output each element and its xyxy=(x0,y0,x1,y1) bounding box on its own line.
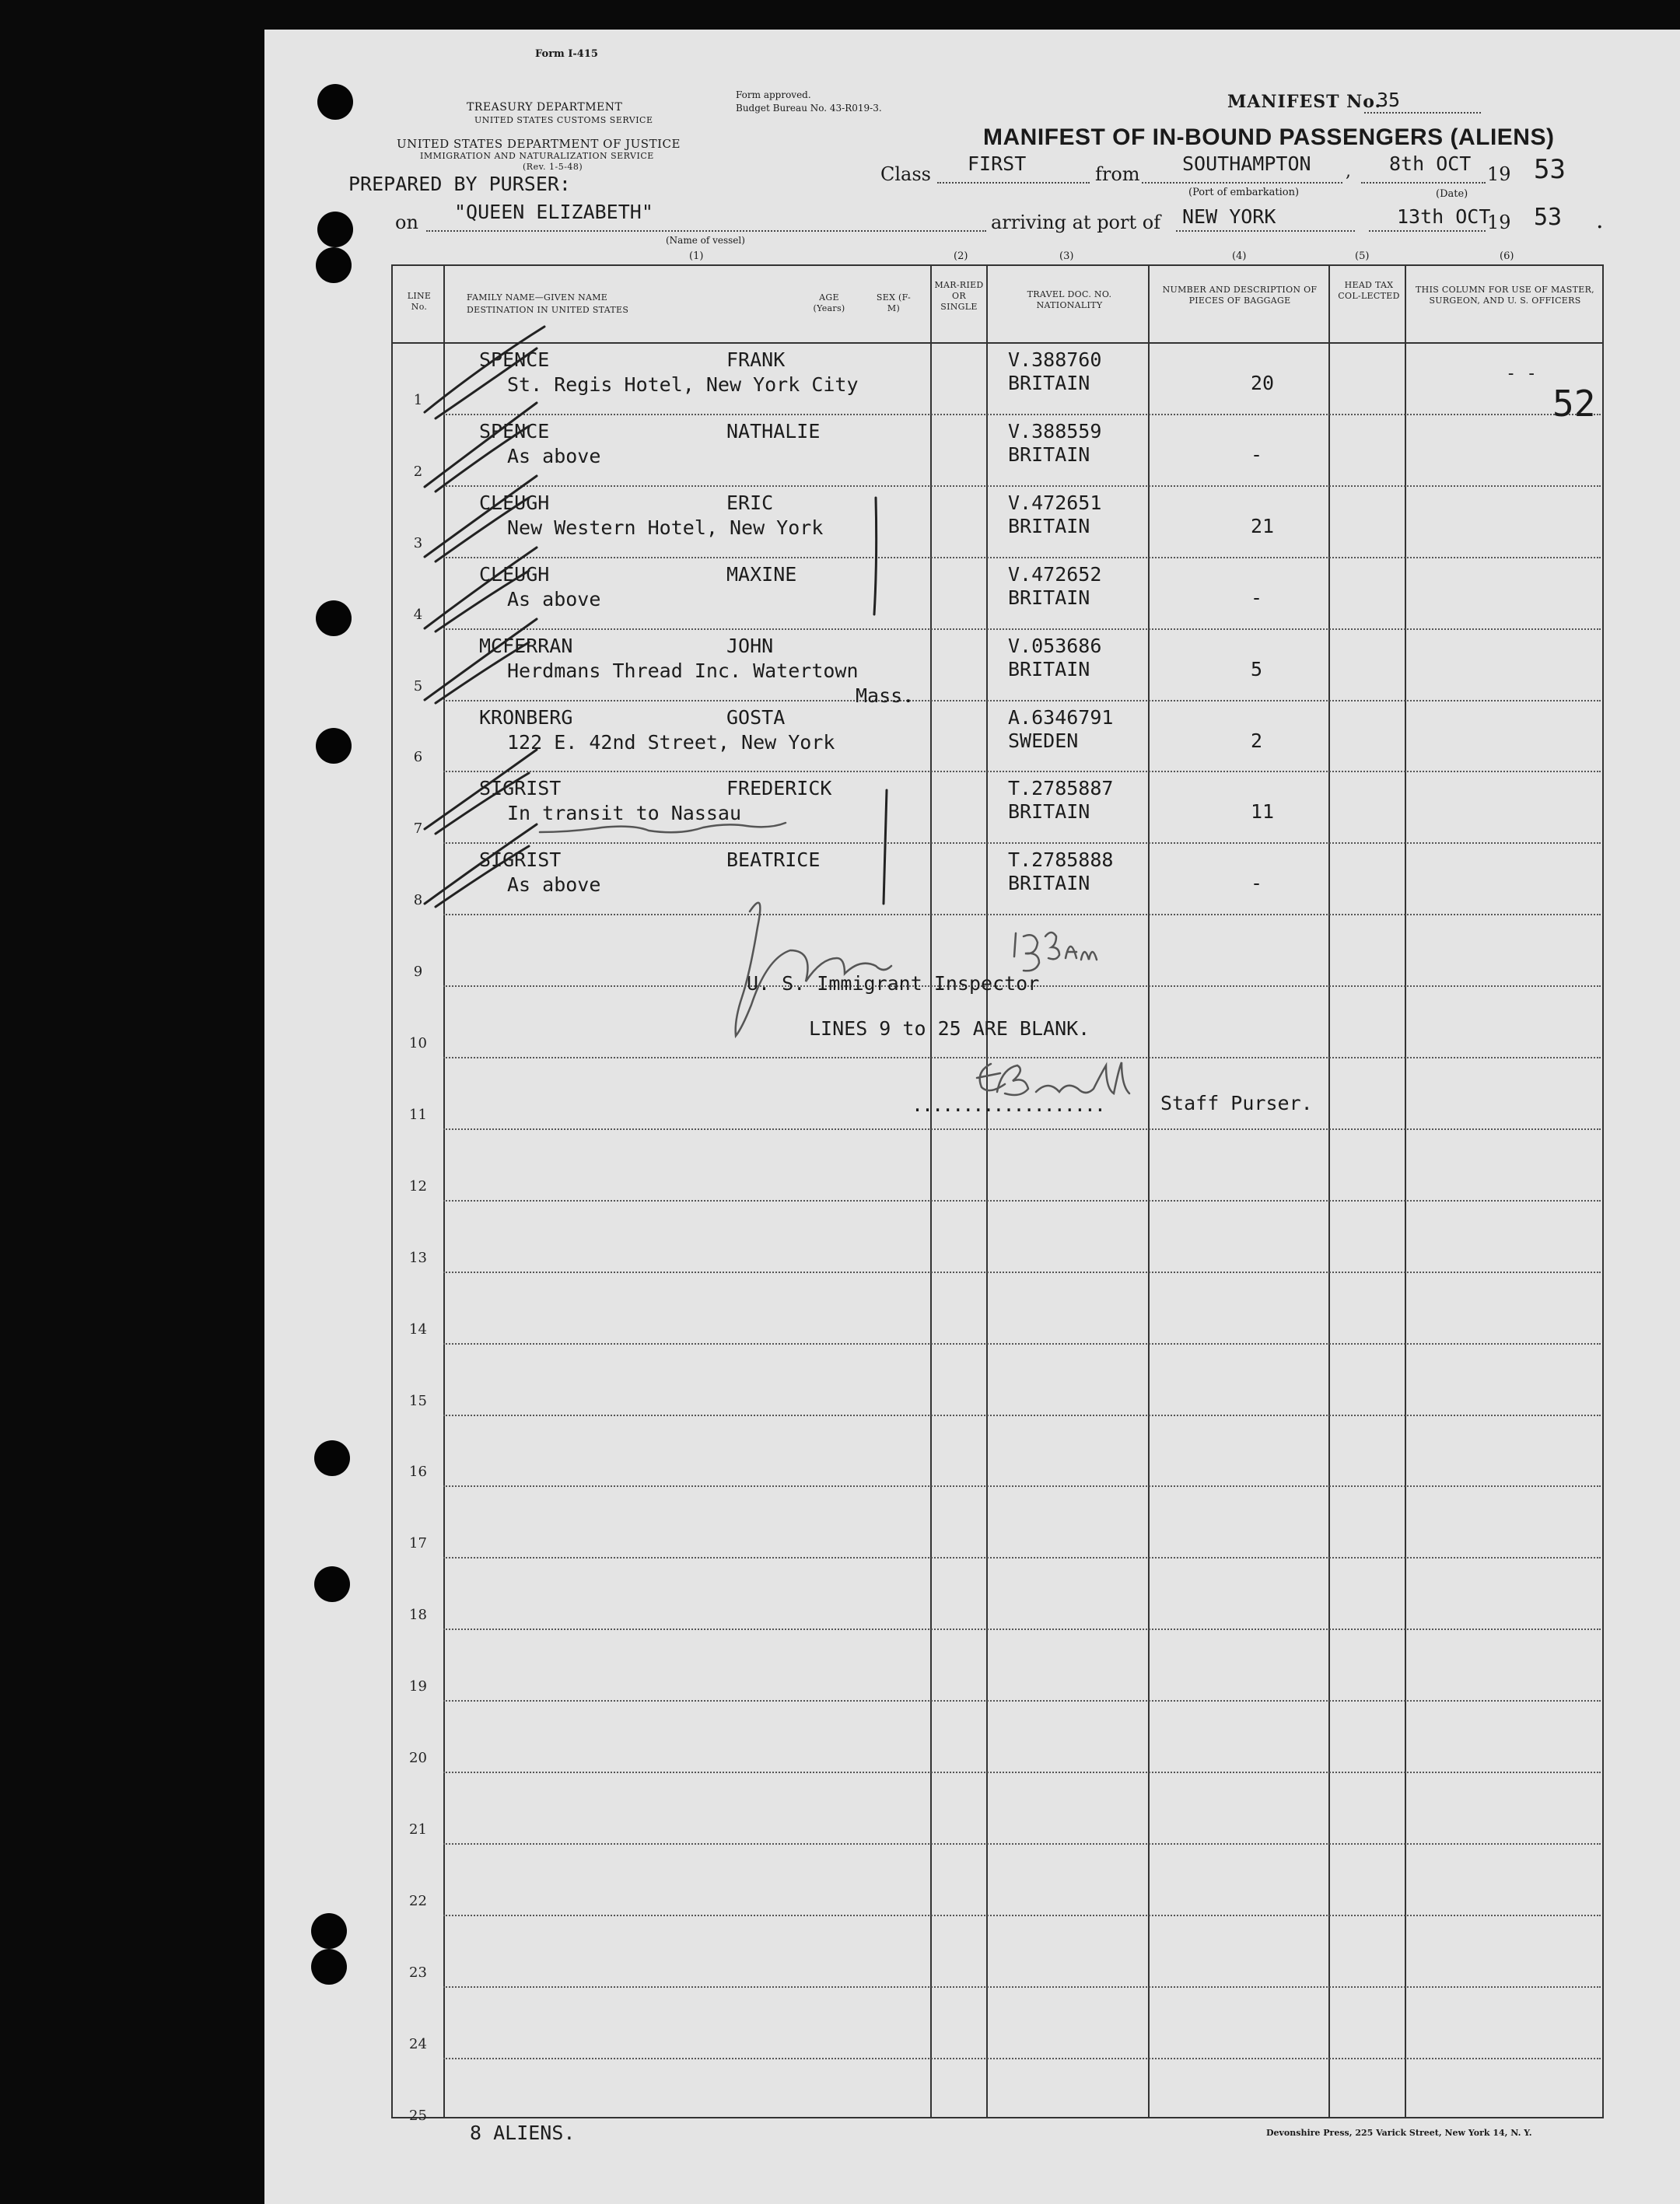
line-number: 19 xyxy=(409,1678,427,1695)
passenger-nationality: BRITAIN xyxy=(1008,443,1090,466)
line-number: 10 xyxy=(409,1035,427,1051)
passenger-family-name: SPENCE xyxy=(479,419,550,443)
passenger-travel-doc: V.472652 xyxy=(1008,562,1102,586)
arriving-label: arriving at port of xyxy=(991,212,1161,233)
passenger-given-name: MAXINE xyxy=(726,562,797,586)
line-number: 6 xyxy=(413,749,423,766)
passenger-nationality: BRITAIN xyxy=(1008,514,1090,537)
row-separator xyxy=(443,1057,1601,1058)
punch-hole xyxy=(316,728,352,764)
passenger-destination: Herdmans Thread Inc. Watertown xyxy=(507,659,859,682)
staff-purser-label: Staff Purser. xyxy=(1160,1092,1313,1114)
arrival-port: NEW YORK xyxy=(1182,205,1276,228)
passenger-given-name: NATHALIE xyxy=(726,419,821,443)
passenger-destination: As above xyxy=(507,587,601,610)
line-number: 18 xyxy=(409,1607,427,1624)
row-separator xyxy=(443,628,1601,630)
row-separator xyxy=(443,771,1601,772)
line-number: 17 xyxy=(409,1535,427,1552)
row-separator xyxy=(443,557,1601,558)
passenger-destination: 122 E. 42nd Street, New York xyxy=(507,730,835,754)
arrival-date: 13th OCT xyxy=(1397,205,1491,228)
header-divider xyxy=(391,342,1602,344)
passenger-table xyxy=(391,264,1604,2118)
line-number: 12 xyxy=(409,1177,427,1195)
line-number: 16 xyxy=(409,1464,427,1481)
inspector-label: U. S. Immigrant Inspector xyxy=(747,972,1040,995)
passenger-baggage: 11 xyxy=(1251,800,1275,824)
row-separator xyxy=(443,1272,1601,1273)
punch-hole xyxy=(311,1949,347,1985)
port-embark-caption: (Port of embarkation) xyxy=(1188,187,1300,198)
col-header-officers: THIS COLUMN FOR USE OF MASTER, SURGEON, AND U. S. OFFICERS xyxy=(1416,285,1594,306)
col-header-age: AGE (Years) xyxy=(813,292,845,313)
col-num-2: (2) xyxy=(954,250,968,262)
col-header-married: MAR-RIED OR SINGLE xyxy=(934,280,984,312)
passenger-given-name: GOSTA xyxy=(726,705,786,729)
punch-hole xyxy=(316,247,352,283)
col-divider-married xyxy=(930,264,932,2117)
passenger-baggage: - xyxy=(1251,872,1263,895)
line-number: 21 xyxy=(409,1821,427,1838)
line-number: 1 xyxy=(413,391,423,408)
row-separator xyxy=(443,1343,1601,1345)
col-header-destination: DESTINATION IN UNITED STATES xyxy=(467,305,629,315)
passenger-family-name: SPENCE xyxy=(479,348,550,371)
passenger-given-name: ERIC xyxy=(726,491,774,514)
class-label: Class xyxy=(880,163,931,185)
from-label: from xyxy=(1095,163,1140,185)
passenger-nationality: BRITAIN xyxy=(1008,657,1090,680)
punch-hole xyxy=(311,1913,347,1949)
passenger-family-name: KRONBERG xyxy=(479,705,573,729)
from-line xyxy=(1142,182,1342,184)
officer-mark: - - xyxy=(1506,364,1537,383)
customs-service: UNITED STATES CUSTOMS SERVICE xyxy=(474,115,653,125)
col-divider-tax xyxy=(1328,264,1330,2117)
passenger-family-name: CLEUGH xyxy=(479,562,550,586)
departure-date-line xyxy=(1361,182,1486,184)
arrival-date-line xyxy=(1369,230,1486,232)
purser-dots: ................... xyxy=(912,1093,1104,1116)
line-number: 8 xyxy=(413,892,423,909)
line-number: 9 xyxy=(413,964,423,981)
col-num-4: (4) xyxy=(1232,250,1247,262)
page-number: 52 xyxy=(1552,383,1596,425)
col-header-head-tax: HEAD TAX COL-LECTED xyxy=(1338,280,1400,301)
punch-hole xyxy=(317,212,353,247)
prepared-by-purser: PREPARED BY PURSER: xyxy=(348,173,571,195)
passenger-destination: St. Regis Hotel, New York City xyxy=(507,373,859,396)
row-separator xyxy=(443,1415,1601,1416)
manifest-number-line xyxy=(1364,112,1481,114)
passenger-destination-line2: Mass. xyxy=(856,684,915,707)
vessel-caption: (Name of vessel) xyxy=(666,235,745,246)
class-line xyxy=(937,182,1090,184)
vessel-line xyxy=(426,230,986,232)
passenger-baggage: 5 xyxy=(1251,657,1263,680)
passenger-given-name: JOHN xyxy=(726,634,774,657)
row-separator xyxy=(443,1200,1601,1202)
passenger-given-name: FRANK xyxy=(726,348,786,371)
row-separator xyxy=(443,1629,1601,1630)
row-separator xyxy=(443,1915,1601,1916)
port-of-embarkation: SOUTHAMPTON xyxy=(1182,152,1311,175)
passenger-travel-doc: T.2785888 xyxy=(1008,848,1114,872)
punch-hole xyxy=(314,1566,350,1602)
row-separator xyxy=(443,1557,1601,1559)
line-number: 14 xyxy=(409,1321,427,1338)
manifest-number: 35 xyxy=(1377,89,1401,111)
col-divider-baggage xyxy=(1148,264,1150,2117)
on-label: on xyxy=(395,212,418,233)
line-number: 24 xyxy=(409,2035,427,2052)
col-divider-line xyxy=(443,264,445,2117)
passenger-baggage: - xyxy=(1251,586,1263,609)
revision-date: (Rev. 1-5-48) xyxy=(523,162,583,172)
passenger-travel-doc: V.472651 xyxy=(1008,491,1102,514)
passenger-baggage: 2 xyxy=(1251,729,1263,752)
col-divider-doc xyxy=(986,264,988,2117)
class-value: FIRST xyxy=(968,152,1027,175)
row-separator xyxy=(443,2058,1601,2059)
line-number: 11 xyxy=(409,1106,427,1123)
col-header-name: FAMILY NAME—GIVEN NAME xyxy=(467,292,608,303)
passenger-family-name: SIGRIST xyxy=(479,777,562,800)
row-separator xyxy=(443,1986,1601,1988)
passenger-travel-doc: T.2785887 xyxy=(1008,777,1114,800)
form-approved: Form approved. xyxy=(736,89,811,100)
treasury-department: TREASURY DEPARTMENT xyxy=(467,101,623,114)
comma: , xyxy=(1346,162,1351,181)
passenger-nationality: BRITAIN xyxy=(1008,586,1090,609)
row-separator xyxy=(443,1128,1601,1130)
punch-hole xyxy=(317,84,353,120)
line-number: 3 xyxy=(413,534,423,551)
line-number: 5 xyxy=(413,677,423,694)
form-number: Form I-415 xyxy=(535,48,598,60)
col-num-3: (3) xyxy=(1059,250,1074,262)
ins-label: IMMIGRATION AND NATURALIZATION SERVICE xyxy=(420,151,654,161)
line-number: 22 xyxy=(409,1892,427,1909)
line-number: 2 xyxy=(413,463,423,480)
line-number: 23 xyxy=(409,1964,427,1981)
col-header-baggage: NUMBER AND DESCRIPTION OF PIECES OF BAGGAGE xyxy=(1162,285,1318,306)
passenger-travel-doc: V.388559 xyxy=(1008,419,1102,443)
passenger-destination: As above xyxy=(507,444,601,467)
passenger-destination: As above xyxy=(507,873,601,897)
row-separator xyxy=(443,914,1601,915)
row-separator xyxy=(443,1843,1601,1845)
passenger-destination: New Western Hotel, New York xyxy=(507,516,824,539)
publisher-imprint: Devonshire Press, 225 Varick Street, New York 14, N. Y. xyxy=(1266,2128,1532,2138)
line-number: 25 xyxy=(409,2107,427,2124)
passenger-destination: In transit to Nassau xyxy=(507,802,742,825)
row-separator xyxy=(443,700,1601,701)
passenger-baggage: 21 xyxy=(1251,514,1275,537)
col-num-1: (1) xyxy=(689,250,704,262)
row-separator xyxy=(443,842,1601,844)
row-separator xyxy=(443,414,1601,415)
col-num-6: (6) xyxy=(1500,250,1514,262)
aliens-total: 8 ALIENS. xyxy=(470,2122,576,2144)
departure-year-prefix: 19 xyxy=(1487,163,1511,185)
line-number: 20 xyxy=(409,1750,427,1766)
vessel-name: "QUEEN ELIZABETH" xyxy=(454,201,653,223)
line-number: 13 xyxy=(409,1249,427,1266)
manifest-title: MANIFEST OF IN-BOUND PASSENGERS (ALIENS) xyxy=(983,124,1555,150)
punch-hole xyxy=(316,600,352,636)
passenger-travel-doc: V.388760 xyxy=(1008,348,1102,371)
passenger-nationality: SWEDEN xyxy=(1008,729,1079,752)
passenger-family-name: SIGRIST xyxy=(479,848,562,872)
passenger-travel-doc: A.6346791 xyxy=(1008,705,1114,729)
arrival-port-line xyxy=(1176,230,1355,232)
row-separator xyxy=(443,1700,1601,1702)
passenger-nationality: BRITAIN xyxy=(1008,872,1090,895)
manifest-number-label: MANIFEST No. xyxy=(1227,92,1382,112)
col-header-travel-doc: TRAVEL DOC. NO. NATIONALITY xyxy=(1027,289,1112,310)
date-caption: (Date) xyxy=(1436,188,1468,200)
col-header-line-no: LINE No. xyxy=(407,291,432,312)
line-number: 7 xyxy=(413,820,423,838)
row-separator xyxy=(443,1485,1601,1487)
row-separator xyxy=(443,485,1601,487)
arrival-year: 53 xyxy=(1534,204,1563,231)
arrival-year-prefix: 19 xyxy=(1487,212,1511,233)
passenger-given-name: FREDERICK xyxy=(726,777,832,800)
passenger-family-name: MCFERRAN xyxy=(479,634,573,657)
period-dot: . xyxy=(1596,207,1604,234)
budget-bureau: Budget Bureau No. 43-R019-3. xyxy=(736,103,882,114)
col-divider-officers xyxy=(1405,264,1406,2117)
passenger-nationality: BRITAIN xyxy=(1008,372,1090,394)
line-number: 15 xyxy=(409,1392,427,1409)
passenger-baggage: 20 xyxy=(1251,372,1275,394)
passenger-given-name: BEATRICE xyxy=(726,848,821,872)
passenger-travel-doc: V.053686 xyxy=(1008,634,1102,657)
department-of-justice: UNITED STATES DEPARTMENT OF JUSTICE xyxy=(397,137,681,151)
blank-lines-note: LINES 9 to 25 ARE BLANK. xyxy=(809,1017,1090,1040)
passenger-family-name: CLEUGH xyxy=(479,491,550,514)
passenger-nationality: BRITAIN xyxy=(1008,800,1090,824)
departure-year: 53 xyxy=(1534,154,1566,185)
line-number: 4 xyxy=(413,606,423,623)
col-num-5: (5) xyxy=(1355,250,1370,262)
col-header-sex: SEX (F-M) xyxy=(876,292,912,313)
punch-hole xyxy=(314,1440,350,1476)
passenger-baggage: - xyxy=(1251,443,1263,466)
row-separator xyxy=(443,1772,1601,1773)
departure-date: 8th OCT xyxy=(1389,152,1472,175)
